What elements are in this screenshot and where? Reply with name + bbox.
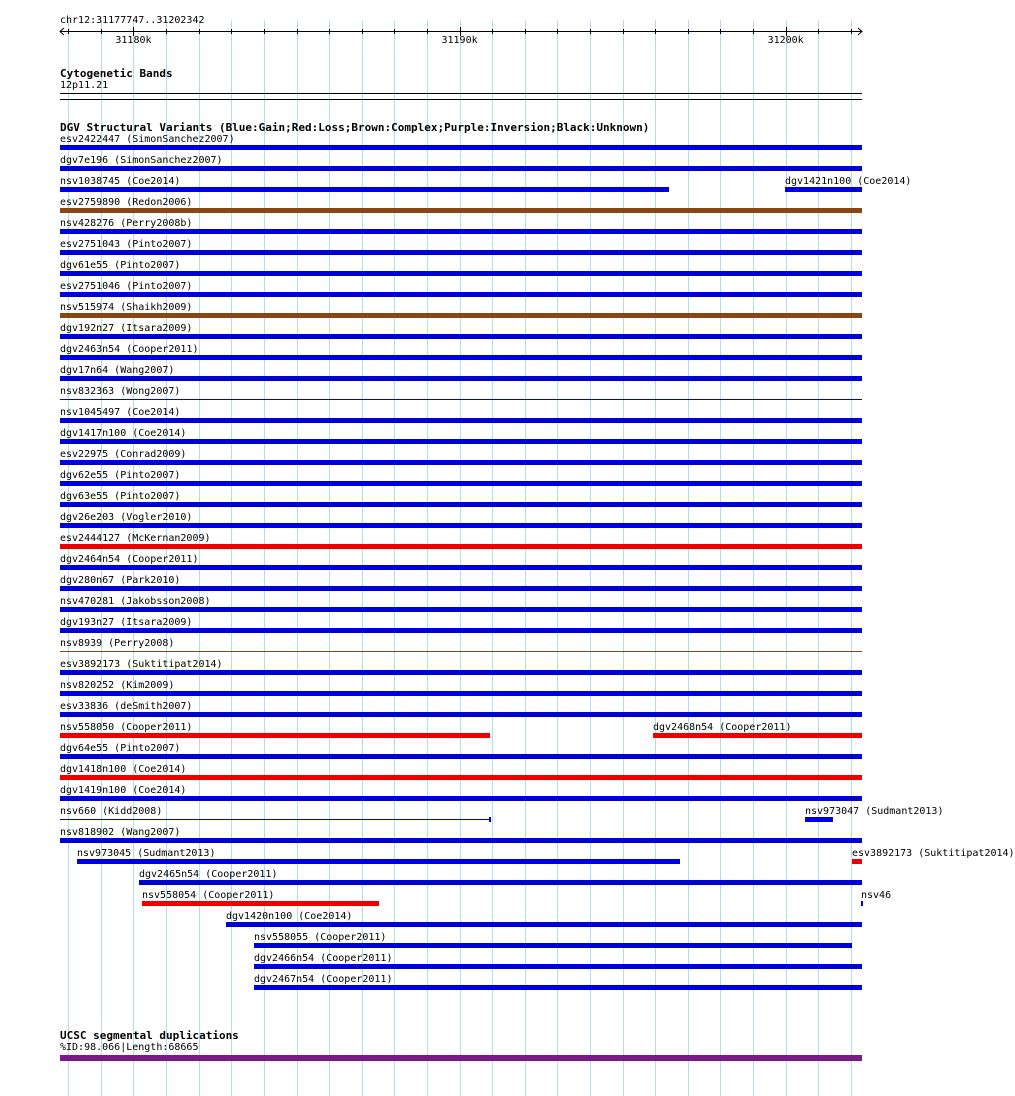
sv-feature-bar[interactable] <box>60 796 862 801</box>
sv-feature-label[interactable]: nsv820252 (Kim2009) <box>60 680 175 691</box>
sv-feature-bar[interactable] <box>254 943 852 948</box>
sv-feature-bar[interactable] <box>254 985 862 990</box>
sv-feature-label[interactable]: nsv818902 (Wang2007) <box>60 827 181 838</box>
sv-feature-bar[interactable] <box>60 523 862 528</box>
segdup-track-title: UCSC segmental duplications <box>60 1029 239 1042</box>
sv-feature-label[interactable]: nsv428276 (Perry2008b) <box>60 218 193 229</box>
sv-feature-bar[interactable] <box>60 376 862 381</box>
sv-feature-label[interactable]: dgv1420n100 (Coe2014) <box>226 911 353 922</box>
sv-feature-bar[interactable] <box>852 859 862 864</box>
sv-feature-label[interactable]: esv3892173 (Suktitipat2014) <box>60 659 223 670</box>
sv-feature-label[interactable]: dgv192n27 (Itsara2009) <box>60 323 193 334</box>
sv-feature-label[interactable]: esv22975 (Conrad2009) <box>60 449 187 460</box>
sv-feature-bar[interactable] <box>60 460 862 465</box>
sv-feature-bar[interactable] <box>60 250 862 255</box>
sv-feature-bar[interactable] <box>60 544 862 549</box>
sv-feature-bar[interactable] <box>60 651 862 652</box>
sv-feature-bar[interactable] <box>60 481 862 486</box>
sv-feature-label[interactable]: dgv17n64 (Wang2007) <box>60 365 175 376</box>
sv-feature-label[interactable]: dgv63e55 (Pinto2007) <box>60 491 181 502</box>
sv-feature-bar[interactable] <box>60 229 862 234</box>
sv-feature-bar[interactable] <box>785 187 862 192</box>
sv-feature-label[interactable]: esv33836 (deSmith2007) <box>60 701 193 712</box>
sv-feature-label[interactable]: nsv46 <box>861 890 892 901</box>
cytoband-label: 12p11.21 <box>60 80 109 91</box>
sv-feature-bar[interactable] <box>60 502 862 507</box>
cytoband-line-top <box>60 93 862 94</box>
sv-feature-label[interactable]: nsv558054 (Cooper2011) <box>142 890 275 901</box>
sv-feature-bar[interactable] <box>60 586 862 591</box>
sv-feature-label[interactable]: nsv973045 (Sudmant2013) <box>77 848 216 859</box>
sv-feature-bar[interactable] <box>60 145 862 150</box>
cytoband-track-title: Cytogenetic Bands <box>60 67 173 80</box>
sv-feature-label[interactable]: esv2759890 (Redon2006) <box>60 197 193 208</box>
sv-feature-bar[interactable] <box>60 733 490 738</box>
region-label: chr12:31177747..31202342 <box>60 15 205 26</box>
sv-feature-label[interactable]: esv2751046 (Pinto2007) <box>60 281 193 292</box>
sv-feature-bar[interactable] <box>60 166 862 171</box>
sv-feature-label[interactable]: nsv660 (Kidd2008) <box>60 806 163 817</box>
sv-feature-label[interactable]: dgv1417n100 (Coe2014) <box>60 428 187 439</box>
ruler <box>0 0 890 60</box>
sv-feature-bar[interactable] <box>60 271 862 276</box>
segdup-feature-label[interactable]: %ID:98.066|Length:68665 <box>60 1042 199 1053</box>
ruler-tick-label: 31200k <box>767 35 804 46</box>
sv-feature-bar[interactable] <box>60 819 490 820</box>
sv-feature-label[interactable]: nsv1038745 (Coe2014) <box>60 176 181 187</box>
sv-feature-bar[interactable] <box>60 754 862 759</box>
sv-feature-bar[interactable] <box>60 418 862 423</box>
sv-feature-bar[interactable] <box>254 964 862 969</box>
sv-feature-bar[interactable] <box>60 775 862 780</box>
segdup-feature-bar[interactable] <box>60 1055 862 1061</box>
sv-feature-label[interactable]: nsv515974 (Shaikh2009) <box>60 302 193 313</box>
sv-feature-label[interactable]: nsv8939 (Perry2008) <box>60 638 175 649</box>
sv-feature-bar[interactable] <box>77 859 680 864</box>
sv-feature-bar[interactable] <box>226 922 862 927</box>
sv-feature-label[interactable]: nsv973047 (Sudmant2013) <box>805 806 944 817</box>
sv-feature-bar[interactable] <box>861 901 863 906</box>
sv-feature-label[interactable]: dgv1421n100 (Coe2014) <box>785 176 912 187</box>
sv-feature-bar[interactable] <box>60 399 862 400</box>
sv-feature-bar[interactable] <box>60 208 862 213</box>
sv-feature-label[interactable]: esv2422447 (SimonSanchez2007) <box>60 134 235 145</box>
sv-feature-label[interactable]: esv3892173 (Suktitipat2014) <box>852 848 1015 859</box>
sv-feature-bar[interactable] <box>60 187 669 192</box>
sv-feature-label[interactable]: dgv2464n54 (Cooper2011) <box>60 554 199 565</box>
sv-feature-bar[interactable] <box>60 355 862 360</box>
cytoband-line-bottom <box>60 99 862 100</box>
sv-feature-bar[interactable] <box>142 901 379 906</box>
sv-feature-label[interactable]: dgv61e55 (Pinto2007) <box>60 260 181 271</box>
sv-feature-label[interactable]: dgv2466n54 (Cooper2011) <box>254 953 393 964</box>
sv-feature-label[interactable]: dgv280n67 (Park2010) <box>60 575 181 586</box>
sv-feature-label[interactable]: dgv1419n100 (Coe2014) <box>60 785 187 796</box>
sv-feature-label[interactable]: nsv558050 (Cooper2011) <box>60 722 193 733</box>
sv-feature-bar[interactable] <box>60 439 862 444</box>
sv-feature-bar[interactable] <box>60 313 862 318</box>
sv-feature-bar[interactable] <box>60 292 862 297</box>
sv-feature-bar[interactable] <box>60 838 862 843</box>
sv-feature-label[interactable]: nsv558055 (Cooper2011) <box>254 932 387 943</box>
sv-feature-end-cap <box>489 817 491 822</box>
sv-feature-label[interactable]: dgv7e196 (SimonSanchez2007) <box>60 155 223 166</box>
sv-feature-label[interactable]: dgv2468n54 (Cooper2011) <box>653 722 792 733</box>
sv-feature-bar[interactable] <box>60 565 862 570</box>
sv-feature-label[interactable]: dgv64e55 (Pinto2007) <box>60 743 181 754</box>
sv-feature-bar[interactable] <box>60 607 862 612</box>
sv-feature-bar[interactable] <box>805 817 833 822</box>
sv-feature-label[interactable]: dgv1418n100 (Coe2014) <box>60 764 187 775</box>
ruler-tick-label: 31180k <box>115 35 152 46</box>
sv-feature-bar[interactable] <box>60 691 862 696</box>
sv-feature-label[interactable]: nsv1045497 (Coe2014) <box>60 407 181 418</box>
sv-feature-label[interactable]: dgv62e55 (Pinto2007) <box>60 470 181 481</box>
sv-feature-label[interactable]: dgv26e203 (Vogler2010) <box>60 512 193 523</box>
sv-feature-bar[interactable] <box>60 712 862 717</box>
sv-feature-bar[interactable] <box>653 733 862 738</box>
sv-feature-label[interactable]: dgv2467n54 (Cooper2011) <box>254 974 393 985</box>
sv-feature-label[interactable]: dgv2463n54 (Cooper2011) <box>60 344 199 355</box>
ruler-tick-label: 31190k <box>441 35 478 46</box>
sv-feature-bar[interactable] <box>60 628 862 633</box>
dgv-track-title: DGV Structural Variants (Blue:Gain;Red:Loss;Brown:Complex;Purple:Inversion;Black:Unknown) <box>60 121 650 134</box>
sv-feature-label[interactable]: nsv470281 (Jakobsson2008) <box>60 596 211 607</box>
sv-feature-label[interactable]: dgv193n27 (Itsara2009) <box>60 617 193 628</box>
sv-feature-label[interactable]: esv2444127 (McKernan2009) <box>60 533 211 544</box>
sv-feature-label[interactable]: dgv2465n54 (Cooper2011) <box>139 869 278 880</box>
sv-feature-bar[interactable] <box>60 334 862 339</box>
sv-feature-bar[interactable] <box>139 880 862 885</box>
sv-feature-bar[interactable] <box>60 670 862 675</box>
sv-feature-label[interactable]: nsv832363 (Wong2007) <box>60 386 181 397</box>
sv-feature-label[interactable]: esv2751043 (Pinto2007) <box>60 239 193 250</box>
